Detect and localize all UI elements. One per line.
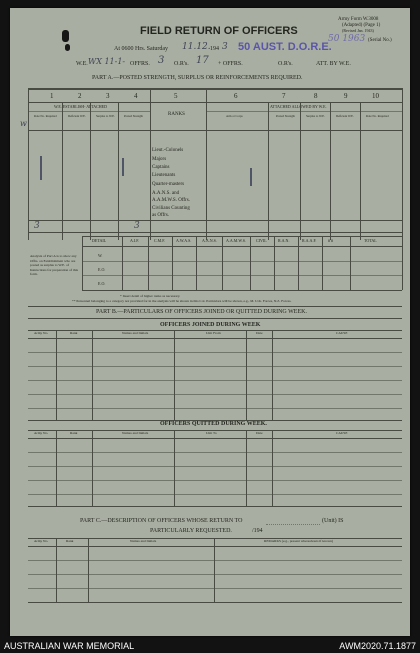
analysis-head: C.M.F.: [154, 238, 166, 243]
part-c-head: Army No.: [34, 539, 49, 543]
part-c-line-2: PARTICULARLY REQUESTED.: [150, 528, 232, 534]
rule: [150, 88, 151, 240]
rule: [28, 366, 402, 367]
col-number-1: 1: [50, 92, 54, 100]
plus-offrs-label: + OFFRS.: [218, 61, 243, 67]
rank-item: Lieutenants: [152, 173, 176, 178]
part-b-title: PART B.—PARTICULARS OF OFFICERS JOINED OR QUITTED DURING WEEK.: [96, 309, 307, 315]
subhead-8: Deficient W.E.: [336, 114, 354, 118]
rank-item: A.A.N.S. and: [152, 191, 180, 196]
analysis-row-label: W.: [98, 253, 103, 258]
col-number-10: 10: [372, 92, 379, 100]
joined-head: Unit From: [206, 331, 221, 335]
col-number-6: 6: [234, 92, 238, 100]
rule: [28, 452, 402, 453]
footer-left: AUSTRALIAN WAR MEMORIAL: [4, 641, 135, 651]
rule: [82, 290, 402, 291]
rule: [298, 236, 299, 290]
rule: [272, 330, 273, 420]
col-number-8: 8: [314, 92, 318, 100]
group-head-right: ATTACHED ALLOWED BY W.E.: [270, 104, 327, 109]
rule: [92, 430, 93, 506]
corner-written-number: 50 1963: [328, 34, 366, 44]
rule: [92, 330, 93, 420]
analysis-row-label: E.O.: [98, 281, 106, 286]
rule: [122, 236, 123, 290]
analysis-head: TOTAL: [364, 238, 377, 243]
punch-hole-top: [62, 30, 69, 42]
rule: [28, 494, 402, 495]
offrs-written: 3: [158, 55, 165, 66]
group-head-left: W.E. ESTABLISH- ATTACHED: [54, 104, 107, 109]
rule: [214, 538, 215, 602]
ors-label: O.R's.: [174, 61, 189, 67]
analysis-head: # #: [328, 238, 333, 243]
rule: [28, 538, 402, 539]
unit-stamp: 50 AUST. D.O.R.E.: [238, 41, 332, 53]
rule: [28, 546, 402, 547]
rank-item: Lieut.-Colonels: [152, 148, 184, 153]
col-number-5: 5: [174, 92, 178, 100]
rule: [402, 88, 403, 240]
form-sheet: [10, 8, 410, 636]
form-ref-line-1: Army Form W.3008: [338, 17, 379, 22]
quitted-head: Unit To: [206, 431, 217, 435]
date-year-written: 3: [222, 42, 228, 52]
form-ref-line-3: (Revised Jan. 1943): [342, 28, 374, 33]
analysis-head: R.A.N.: [278, 238, 290, 243]
written-stroke: [250, 168, 252, 186]
rule: [28, 352, 402, 353]
col-number-4: 4: [134, 92, 138, 100]
subhead-1: Role No. Required: [34, 114, 57, 118]
rule: [206, 88, 207, 240]
part-c-unit-suffix: (Unit) IS: [322, 518, 344, 524]
rank-item: Majors: [152, 157, 167, 162]
ranks-label: RANKS: [168, 112, 185, 117]
rule: [28, 574, 402, 575]
quitted-head: Army No.: [34, 431, 49, 435]
rule: [28, 88, 29, 240]
joined-head: Army No.: [34, 331, 49, 335]
analysis-note: Analysis of Part A is to show any Offrs. on Establishment who are posted as surplus to W.E. of Instructions for preparation of this form.: [30, 254, 79, 277]
analysis-head: A.W.A.S.: [176, 238, 192, 243]
rule: [28, 380, 402, 381]
col-number-7: 7: [282, 92, 286, 100]
rule: [28, 408, 402, 409]
rule: [250, 236, 251, 290]
subhead-7: Surplus to W.E.: [306, 114, 325, 118]
rule: [28, 318, 402, 319]
written-stroke: [122, 158, 124, 176]
quitted-title: OFFICERS QUITTED DURING WEEK.: [160, 421, 267, 427]
rule: [28, 466, 402, 467]
quitted-head: Date: [256, 431, 263, 435]
quitted-head: Names and Initials: [122, 431, 149, 435]
analysis-head: A.A.M.W.S.: [226, 238, 246, 243]
written-total-a: 3: [34, 221, 40, 231]
rule: [174, 330, 175, 420]
joined-head: Names and Initials: [122, 331, 149, 335]
footnote-1: * Insert detail of higher ranks as necessary.: [120, 294, 181, 298]
part-c-title: PART C.—DESCRIPTION OF OFFICERS WHOSE RETURN TO: [80, 518, 243, 524]
rule: [56, 430, 57, 506]
part-c-head: Names and Initials: [130, 539, 157, 543]
rule: [28, 102, 402, 103]
subhead-3: Surplus to W.E.: [96, 114, 115, 118]
quitted-head: Rank: [70, 431, 78, 435]
form-ref-line-2: (Adapted) (Page 1): [342, 23, 381, 28]
written-stroke: [40, 156, 42, 180]
rule: [402, 236, 403, 290]
date-year: 194: [210, 46, 219, 52]
rule: [322, 236, 323, 290]
rule: [28, 480, 402, 481]
analysis-head: CIVIL: [256, 238, 267, 243]
rule: [172, 236, 173, 290]
offrs-label: OFFRS.: [130, 61, 150, 67]
joined-head: Date: [256, 331, 263, 335]
written-mark-left: w: [20, 119, 27, 128]
rule: [28, 130, 402, 131]
rank-item: Civilians Counting: [152, 206, 190, 211]
joined-head: CAUSE: [336, 331, 348, 335]
rule: [350, 236, 351, 290]
rule: [28, 506, 402, 507]
rule: [82, 275, 402, 276]
rule: [246, 430, 247, 506]
rule: [266, 524, 320, 525]
analysis-head: R.A.A.F.: [302, 238, 317, 243]
rule: [28, 394, 402, 395]
rule: [174, 430, 175, 506]
rule: [28, 220, 402, 221]
serial-label: (Serial No.): [368, 38, 392, 43]
subhead-6: Posted Strength: [276, 114, 295, 118]
form-title: FIELD RETURN OF OFFICERS: [140, 25, 298, 37]
rule: [222, 236, 223, 290]
ors2-label: O.R's.: [278, 61, 293, 67]
col-number-9: 9: [344, 92, 348, 100]
rule: [28, 602, 402, 603]
analysis-head: A.I.F.: [130, 238, 140, 243]
rule: [28, 560, 402, 561]
part-a-title: PART A.—POSTED STRENGTH, SURPLUS OR REINFORCEMENTS REQUIRED.: [92, 75, 303, 81]
rule: [28, 338, 402, 339]
subhead-2: Deficient W.E.: [68, 114, 86, 118]
rule: [272, 430, 273, 506]
rule: [28, 438, 402, 439]
part-c-head: Rank: [66, 539, 74, 543]
rule: [88, 538, 89, 602]
att-label: ATT. BY W.E.: [316, 61, 351, 67]
rule: [206, 111, 402, 112]
rule: [82, 261, 402, 262]
written-total-b: 3: [134, 221, 140, 231]
rank-item: Quarter-masters: [152, 182, 185, 187]
subhead-9: Role No. Required: [366, 114, 389, 118]
rule: [28, 88, 402, 90]
quitted-head: CAUSE: [336, 431, 348, 435]
joined-head: Rank: [70, 331, 78, 335]
part-c-head: REMARKS (e.g., present whereabouts if known): [264, 539, 334, 543]
part-c-year: /194: [252, 528, 263, 534]
footnote-2: ** Personnel belonging to a category not provided for in the analysis will be shown in this Col. Particulars will be shown, e.g., M. U.K. Forces, N.Z. Forces.: [72, 299, 292, 303]
rank-item: as Offrs.: [152, 213, 170, 218]
punch-hole-bottom: [65, 44, 70, 51]
subhead-5: Arm or Corps: [226, 114, 243, 118]
unit-written: WX 11-1-: [88, 57, 126, 66]
rule: [196, 236, 197, 290]
date-written: 11.12.: [182, 42, 211, 52]
analysis-head: DETAIL: [92, 238, 107, 243]
rule: [148, 236, 149, 290]
we-label: W.E.: [76, 61, 88, 67]
rule: [246, 330, 247, 420]
rank-item: A.A.M.W.S. Offrs.: [152, 198, 190, 203]
col-number-2: 2: [78, 92, 82, 100]
rule: [28, 232, 402, 233]
rule: [82, 236, 402, 237]
rule: [82, 236, 83, 290]
rule: [274, 236, 275, 290]
rule: [56, 330, 57, 420]
ors-written: 17: [196, 55, 209, 66]
rule: [28, 588, 402, 589]
analysis-head: A.A.N.S.: [202, 238, 217, 243]
rule: [56, 538, 57, 602]
rule: [28, 111, 150, 112]
date-prefix: At 0600 Hrs. Saturday: [114, 46, 168, 52]
col-number-3: 3: [106, 92, 110, 100]
rank-item: Captains: [152, 165, 170, 170]
analysis-row-label: E.O.: [98, 267, 106, 272]
joined-title: OFFICERS JOINED DURING WEEK: [160, 322, 261, 328]
subhead-4: Posted Strength: [124, 114, 143, 118]
rule: [82, 246, 402, 247]
rule: [28, 306, 402, 307]
footer-right: AWM2020.71.1877: [339, 641, 416, 651]
